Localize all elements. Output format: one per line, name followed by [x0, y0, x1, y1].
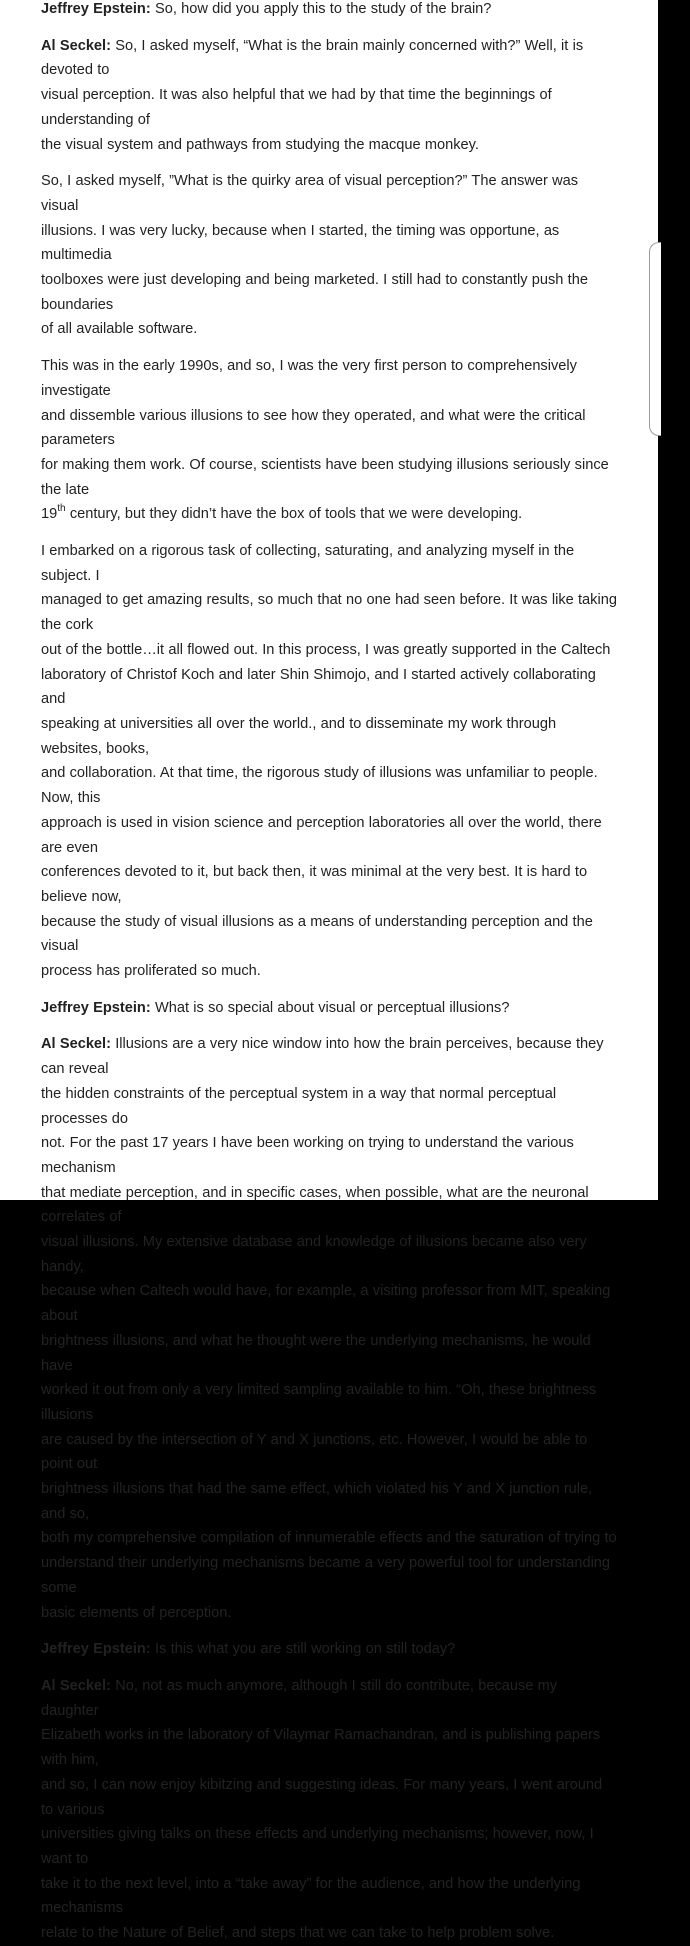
paragraph-line: speaking at universities all over the world., and to disseminate my work through websites, books, — [41, 715, 557, 757]
paragraph-line: understand their underlying mechanisms became a very powerful tool for understanding some — [41, 1555, 611, 1596]
paragraph-line: brightness illusions that had the same effect, which violated his Y and X junction rule, and so, — [41, 1481, 593, 1522]
speaker-label: Al Seckel: — [41, 37, 111, 54]
paragraph-line: toolboxes were just developing and being marketed. I still had to constantly push the boundaries — [41, 272, 588, 313]
transcript-paragraph — [41, 539, 617, 984]
paragraph-line: managed to get amazing results, so much that no one had seen before. It was like taking the cork — [41, 592, 617, 634]
paragraph-line: for making them work. Of course, scientists have been studying illusions seriously since the late — [41, 456, 609, 498]
paragraph-line: century, but they didn’t have the box of tools that we were developing. — [65, 506, 523, 523]
paragraph-line: are caused by the intersection of Y and X junctions, etc. However, I would be able to point out — [41, 1431, 588, 1473]
paragraph-line: visual perception. It was also helpful that we had by that time the beginnings of understanding of — [41, 87, 552, 128]
paragraph-line: universities giving talks on these effects and underlying mechanisms; however, now, I want to — [41, 1826, 594, 1867]
paragraph-line: worked it out from only a very limited sampling available to him. “Oh, these brightness illusions — [41, 1382, 597, 1423]
paragraph-line: both my comprehensive compilation of innumerable effects and the saturation of trying to — [41, 1530, 617, 1547]
paragraph-line: not. For the past 17 years I have been working on trying to understand the various mechanism — [41, 1135, 574, 1176]
transcript-paragraph — [41, 34, 617, 158]
paragraph-line: So, I asked myself, “What is the brain mainly concerned with?” Well, it is devoted to — [41, 37, 584, 79]
speaker-label: Jeffrey Epstein: — [41, 1641, 151, 1658]
paragraph-line: I embarked on a rigorous task of collecting, saturating, and analyzing myself in the subject. I — [41, 543, 575, 584]
paragraph-line: So, how did you apply this to the study of the brain? — [154, 1, 492, 17]
paragraph-line: relate to the Nature of Belief, and steps that we can take to help problem solve. — [41, 1925, 555, 1942]
paragraph-line: This was in the early 1990s, and so, I was the very first person to comprehensively investigate — [41, 358, 577, 399]
scroll-handle[interactable] — [649, 242, 661, 436]
paragraph-line: approach is used in vision science and perception laboratories all over the world, there are even — [41, 814, 602, 856]
transcript-paragraph — [41, 354, 617, 527]
paragraph-line: take it to the next level, into a “take away” for the audience, and how the underlying mechanisms — [41, 1875, 581, 1917]
paragraph-line: basic elements of perception. — [41, 1604, 232, 1621]
paragraph-line: So, I asked myself, ”What is the quirky area of visual perception?” The answer was visual — [41, 173, 579, 214]
paragraph-line: because when Caltech would have, for example, a visiting professor from MIT, speaking about — [41, 1283, 611, 1325]
century-number: 19 — [41, 506, 58, 523]
paragraph-line: laboratory of Christof Koch and later Shin Shimojo, and I started actively collaborating and — [41, 666, 596, 708]
paragraph-line: process has proliferated so much. — [41, 963, 261, 980]
transcript-paragraph — [41, 1674, 617, 1946]
ordinal-superscript: th — [57, 503, 66, 515]
speaker-label: Jeffrey Epstein: — [41, 1, 151, 17]
speaker-label: Al Seckel: — [41, 1678, 111, 1694]
paragraph-line: that mediate perception, and in specific cases, when possible, what are the neuronal correlates of — [41, 1184, 589, 1226]
paragraph-line: Is this what you are still working on still today? — [154, 1641, 456, 1658]
paragraph-line: the hidden constraints of the perceptual system in a way that normal perceptual processes do — [41, 1085, 557, 1127]
transcript-paragraph — [41, 169, 617, 342]
transcript-paragraph — [41, 996, 617, 1021]
paragraph-line: and so, I can now enjoy kibitzing and suggesting ideas. For many years, I went around to various — [41, 1776, 603, 1818]
paragraph-line: No, not as much anymore, although I still do contribute, because my daughter — [41, 1678, 558, 1719]
paragraph-line: What is so special about visual or perceptual illusions? — [154, 999, 510, 1016]
transcript-paragraph — [41, 0, 617, 22]
paragraph-line: brightness illusions, and what he thought were the underlying mechanisms, he would have — [41, 1332, 591, 1374]
speaker-label: Jeffrey Epstein: — [41, 999, 151, 1016]
paragraph-line: out of the bottle…it all flowed out. In this process, I was greatly supported in the Caltech — [41, 641, 611, 658]
transcript-paragraph — [41, 1032, 617, 1625]
paragraph-line: because the study of visual illusions as a means of understanding perception and the visual — [41, 913, 593, 955]
paragraph-line: visual illusions. My extensive database and knowledge of illusions became also very handy, — [41, 1234, 587, 1275]
transcript-paragraph — [41, 1637, 617, 1662]
paragraph-line: and collaboration. At that time, the rigorous study of illusions was unfamiliar to people. Now, this — [41, 765, 598, 807]
speaker-label: Al Seckel: — [41, 1036, 111, 1053]
paragraph-line: of all available software. — [41, 321, 198, 338]
paragraph-line: conferences devoted to it, but back then, it was minimal at the very best. It is hard to believe now, — [41, 864, 588, 905]
paragraph-line: illusions. I was very lucky, because when I started, the timing was opportune, as multimedia — [41, 222, 560, 264]
paragraph-line: Illusions are a very nice window into how the brain perceives, because they can reveal — [41, 1036, 604, 1078]
paragraph-line: Elizabeth works in the laboratory of Vilaymar Ramachandran, and is publishing papers with him, — [41, 1727, 601, 1769]
paragraph-line: and dissemble various illusions to see how they operated, and what were the critical parameters — [41, 407, 586, 449]
paragraph-line: the visual system and pathways from studying the macque monkey. — [41, 136, 479, 153]
